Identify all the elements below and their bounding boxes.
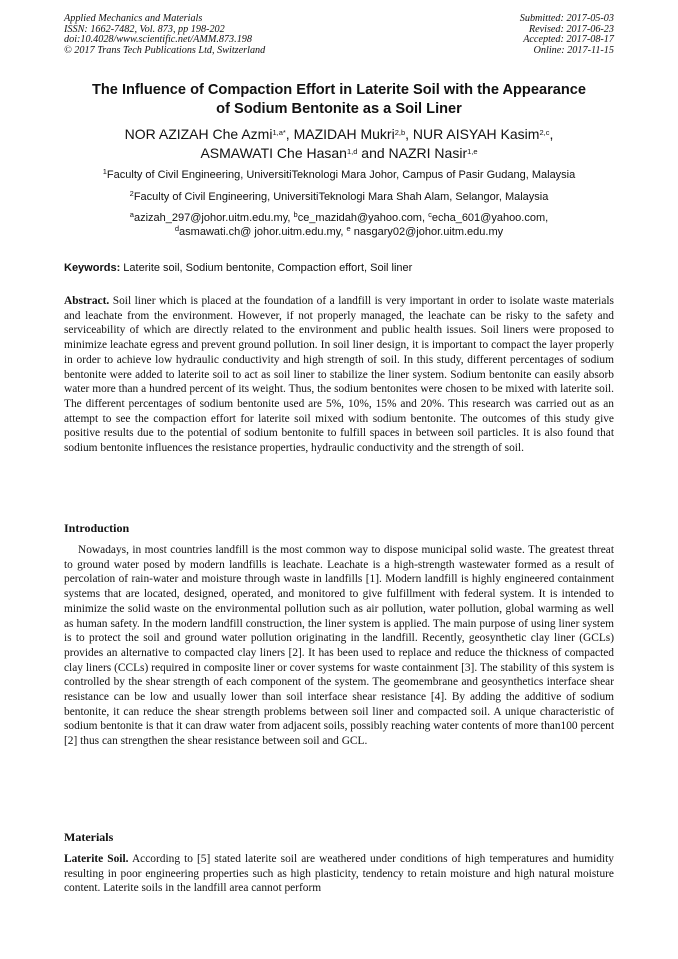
author-line-2: [50, 144, 628, 163]
author-emails: [40, 211, 638, 239]
abstract-label: Abstract.: [64, 295, 110, 307]
date-online: Online: 2017-11-15: [533, 44, 614, 56]
publication-dates: [520, 14, 614, 56]
email-mark: c: [428, 210, 432, 219]
email-mark: b: [293, 210, 298, 219]
section-heading-materials: Materials: [64, 830, 114, 844]
keywords-text: Laterite soil, Sodium bentonite, Compaction effort, Soil liner: [120, 262, 413, 274]
email-address[interactable]: asmawati.ch@ johor.uitm.edu.my,: [179, 226, 347, 238]
introduction-body: [64, 543, 614, 749]
author-affiliation-mark: 1,d: [346, 147, 358, 156]
keywords-label: Keywords:: [64, 262, 121, 274]
date-submitted: Submitted: 2017-05-03: [519, 13, 614, 24]
paper-title-line-2: of Sodium Bentonite as a Soil Liner: [216, 101, 462, 117]
date-revised: Revised: 2017-06-23: [528, 23, 614, 35]
affiliation-text: Faculty of Civil Engineering, UniversitiTeknologi Mara Johor, Campus of Pasir Gudang, Malaysia: [106, 169, 576, 181]
email-address[interactable]: ce_mazidah@yahoo.com,: [297, 212, 429, 224]
email-mark: d: [174, 224, 180, 233]
author-name: , NUR AISYAH Kasim: [405, 126, 540, 142]
email-line-1: [40, 211, 638, 225]
materials-paragraph: According to [5] stated laterite soil are weathered under conditions of high temperatures and humidity resulting in poor engineering properties such as high plasticity, tendency to retain moisture and high natural moisture content. Laterite soils in the landfill area cannot perform: [64, 853, 614, 895]
paper-title-line-1: The Influence of Compaction Effort in Laterite Soil with the Appearance: [91, 82, 587, 98]
journal-name: Applied Mechanics and Materials: [64, 13, 203, 24]
author-name: NOR AZIZAH Che Azmi: [124, 126, 273, 142]
affiliation-text: Faculty of Civil Engineering, UniversitiTeknologi Mara Shah Alam, Selangor, Malaysia: [133, 191, 549, 203]
subsection-heading-laterite-soil: Laterite Soil.: [64, 853, 129, 865]
journal-issn: ISSN: 1662-7482, Vol. 873, pp 198-202: [64, 23, 225, 35]
date-accepted: Accepted: 2017-08-17: [523, 34, 614, 46]
email-address[interactable]: nasgary02@johor.uitm.edu.my: [350, 226, 504, 238]
author-separator: ,: [549, 126, 554, 142]
author-affiliation-mark: 1,a*: [272, 128, 286, 137]
journal-doi[interactable]: doi:10.4028/www.scientific.net/AMM.873.198: [64, 34, 252, 46]
author-affiliation-mark: 2,c: [539, 128, 550, 137]
materials-body: [64, 852, 614, 896]
keywords: [64, 262, 412, 274]
affiliation-mark: 2: [129, 189, 134, 198]
affiliation-2: [40, 190, 638, 204]
author-name: and NAZRI Nasir: [357, 145, 468, 161]
author-name: , MAZIDAH Mukri: [285, 126, 395, 142]
journal-copyright: © 2017 Trans Tech Publications Ltd, Switzerland: [64, 44, 266, 56]
author-line-1: [50, 125, 628, 144]
author-affiliation-mark: 1,e: [467, 147, 478, 156]
email-mark: e: [346, 224, 351, 233]
email-line-2: [40, 225, 638, 239]
author-list: [50, 125, 628, 163]
introduction-paragraph: Nowadays, in most countries landfill is the most common way to dispose municipal solid waste. The greatest threat to ground water posed by modern landfills is leachate. Leachate is a high-strength wastewater formed as a result of percolation of rain-water and moisture through waste in landfills [1]. Modern landfill is highly engineered containment systems that are located, designed, operated, and monitored to give fulfillment with federal system. It is intended to minimize the solid waste on the environmental pollution such as air pollution, water pollution, global warming as well as human safety. In the modern landfill construction, the liner system is applied. The main purpose of using liner system is to protect the soil and ground water pollution originating in the landfill. Recently, geosynthetic clay liner (GCLs) provides an alternative to compacted clay liners [2]. It has been used to replace and reduce the thickness of compacted clay liners (CCLs) required in composite liner or cover systems for waste containment [3]. The stability of this system is controlled by the shear strength of each component of the system. The geomembrane and geosynthetics interface shear resistance can be low and usually lower than soil interface shear resistance [4]. By adding the additive of sodium bentonite, it can reduce the shear strength problems between soil liner and compacted soil. A unique characteristic of sodium bentonite is that it can draw water from adjacent soils, possibly reaching water contents of more than100 percent [2] thus can strengthen the shear resistance between soil and GCL.: [64, 544, 614, 748]
journal-info: [64, 14, 265, 56]
email-address[interactable]: azizah_297@johor.uitm.edu.my,: [133, 212, 294, 224]
affiliation-mark: 1: [102, 167, 107, 176]
author-name: ASMAWATI Che Hasan: [200, 145, 347, 161]
email-address[interactable]: echa_601@yahoo.com,: [431, 212, 549, 224]
abstract: [64, 294, 614, 456]
author-affiliation-mark: 2,b: [394, 128, 406, 137]
paper-title: [50, 81, 628, 119]
email-mark: a: [129, 210, 134, 219]
abstract-text: Soil liner which is placed at the foundation of a landfill is very important in order to isolate waste materials and leachate from the environment. However, if not properly managed, the leachate can be risky to the safety and serviceability of which are directly related to the environment and public health issues. Soil liners were proposed to minimize leachate egress and prevent ground pollution. In soil liner design, it is important to compact the layer properly in order to achieve low hydraulic conductivity and high strength of soil. In this study, different percentages of sodium bentonite were added to laterite soil to act as soil liner to stabilize the liner system. Sodium bentonite can easily absorb water more than a hundred percent of its weight. Thus, the sodium bentonites were chosen to be mixed with laterite soil. The different percentages of sodium bentonite used are 5%, 10%, 15% and 20%. This research was carried out as an attempt to see the compaction effort for laterite soil mixed with sodium bentonite. The outcomes of this study give positive results due to the potential of sodium bentonite to fulfill spaces in between soil particles. It is also found that sodium bentonite influences the resistance properties, hydraulic conductivity and the strength of soil.: [64, 295, 614, 455]
section-heading-introduction: Introduction: [64, 521, 130, 535]
affiliation-1: [40, 168, 638, 182]
